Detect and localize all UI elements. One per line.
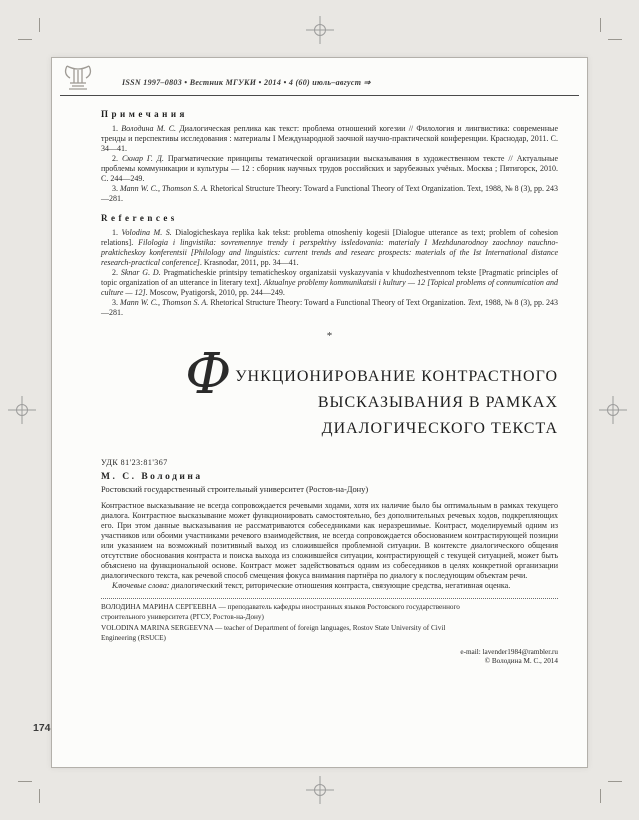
registration-mark-bottom	[306, 776, 334, 804]
author-email: e-mail: lavender1984@rambler.ru	[460, 648, 558, 656]
crop-mark	[18, 39, 32, 40]
footer-dotted-rule	[101, 598, 558, 599]
crop-mark	[600, 18, 601, 32]
copyright-notice: © Володина М. С., 2014	[484, 657, 558, 665]
author-bio-ru: ВОЛОДИНА МАРИНА СЕРГЕЕВНА — преподаватель кафедры иностранных языков Ростовского государственного строительного университета (РГСУ, Ростов-на-Дону)	[101, 603, 460, 621]
section-separator-asterisk: *	[326, 330, 333, 342]
abstract-text: Контрастное высказывание не всегда сопровождается речевыми ходами, хотя их наличие было бы оптимальным в рамках текущего диалога. Контрастное высказывание может функционировать самостоятельно, без дополнительных речевых ходов, подкрепляющих его. При этом данные высказывания не рассматриваются собеседниками как неразрешимые. Контраст, моделируемый одним из участников или обоими участниками речевого взаимодействия, не всегда сопровождается обоснованием контрастирующей позиции или указанием на возможный позитивный выход из сложившейся проблемной ситуации. В контексте диалогического общения отсутствие обоснования контраста и поиска выхода из сложившейся ситуации, контрастирующей с текущей ситуацией, может быть объяснено на функциональной основе. Контраст может задействоваться одним из собеседников в целях конкретной организации диалогического текста, как речевой способ смещения фокуса внимания партнёра по диалогу к последующим объектам речи.	[101, 501, 558, 580]
keywords-line	[101, 581, 558, 591]
reference-item: 1. Volodina M. S. Dialogicheskaya replika kak tekst: problema otnosheniy kogesii [Dialogue utterance as text; problem of cohesion relations]. Filologia i lingvistika: sovremennye trendy i perspektivy issledovania: materialy I Mezhdunarodnoy zaochnoy nauchno-prakticheskoy konferentsii [Philology and linguistics: current trends and researc prospects: materials of the Ist International distance research-practical conference]. Krasnodar, 2011, pp. 34—41.	[101, 228, 559, 267]
note-item: 2. Скнар Г. Д. Прагматические принципы тематической организации высказывания в художественном тексте // Актуальные проблемы коммуникации и культуры — 12 : сборник научных трудов российских и зарубежных учёных. Москва ; Пятигорск, 2010. С. 244—249.	[101, 154, 559, 183]
author-name: М. С. Володина	[101, 472, 203, 482]
registration-mark-right	[599, 396, 627, 424]
keywords-text: диалогический текст, риторические отношения контраста, связующие средства, негативная оценка.	[169, 581, 511, 590]
note-item: 3. Mann W. C., Thomson S. A. Rhetorical Structure Theory: Toward a Functional Theory of Text Organization. Text, 1988, № 8 (3), pp. 243—281.	[101, 184, 559, 203]
note-item: 1. Володина М. С. Диалогическая реплика как текст: проблема отношений когезии // Филология и лингвистика: современные тренды и перспективы исследования : материалы I Международной заочной научно-практической конференции. Краснодар, 2011. С. 34—41.	[101, 124, 559, 153]
crop-mark	[608, 39, 622, 40]
journal-page	[51, 57, 588, 768]
journal-logo-icon	[61, 62, 95, 92]
crop-mark	[608, 781, 622, 782]
page-content	[101, 105, 558, 665]
drop-cap-letter: Ф	[185, 342, 233, 407]
registration-mark-left	[8, 396, 36, 424]
reference-item: 2. Sknar G. D. Pragmaticheskie printsipy tematicheskoy organizatsii vyskazyvania v khudozhestvennom tekste [Pragmatic principles of topic organization of an utterance in literary text]. Aktualnye problemy kommunikatsii i kultury — 12 [Topical problems of connumication and culture — 12]. Moscow, Pyatigorsk, 2010, pp. 244—249.	[101, 268, 559, 297]
author-bio-en: VOLODINA MARINA SERGEEVNA — teacher of Department of foreign languages, Rostov State University of Civil Engineering (RSUCE)	[101, 624, 446, 642]
reference-item: 3. Mann W. C., Thomson S. A. Rhetorical Structure Theory: Toward a Functional Theory of Text Organization. Text, 1988, № 8 (3), pp. 243—281.	[101, 298, 559, 317]
crop-mark	[600, 789, 601, 803]
header-rule	[60, 95, 579, 96]
udc-code: УДК 81'23:81'367	[101, 458, 168, 467]
title-line: ВЫСКАЗЫВАНИЯ В РАМКАХ	[317, 394, 558, 411]
title-line: ДИАЛОГИЧЕСКОГО ТЕКСТА	[321, 420, 558, 437]
registration-mark-top	[306, 16, 334, 44]
notes-heading: Примечания	[101, 109, 188, 119]
journal-issn-header: ISSN 1997–0803 • Вестник МГУКИ • 2014 • 4 (60) июль–август ⇒	[122, 78, 371, 87]
page-number: 174	[33, 722, 51, 734]
author-affiliation: Ростовский государственный строительный университет (Ростов-на-Дону)	[101, 485, 369, 494]
keywords-label: Ключевые слова:	[112, 581, 170, 590]
title-line: УНКЦИОНИРОВАНИЕ КОНТРАСТНОГО	[235, 368, 558, 385]
article-title	[101, 342, 558, 442]
crop-mark	[39, 789, 40, 803]
references-heading: References	[101, 213, 178, 223]
crop-mark	[39, 18, 40, 32]
crop-mark	[18, 781, 32, 782]
